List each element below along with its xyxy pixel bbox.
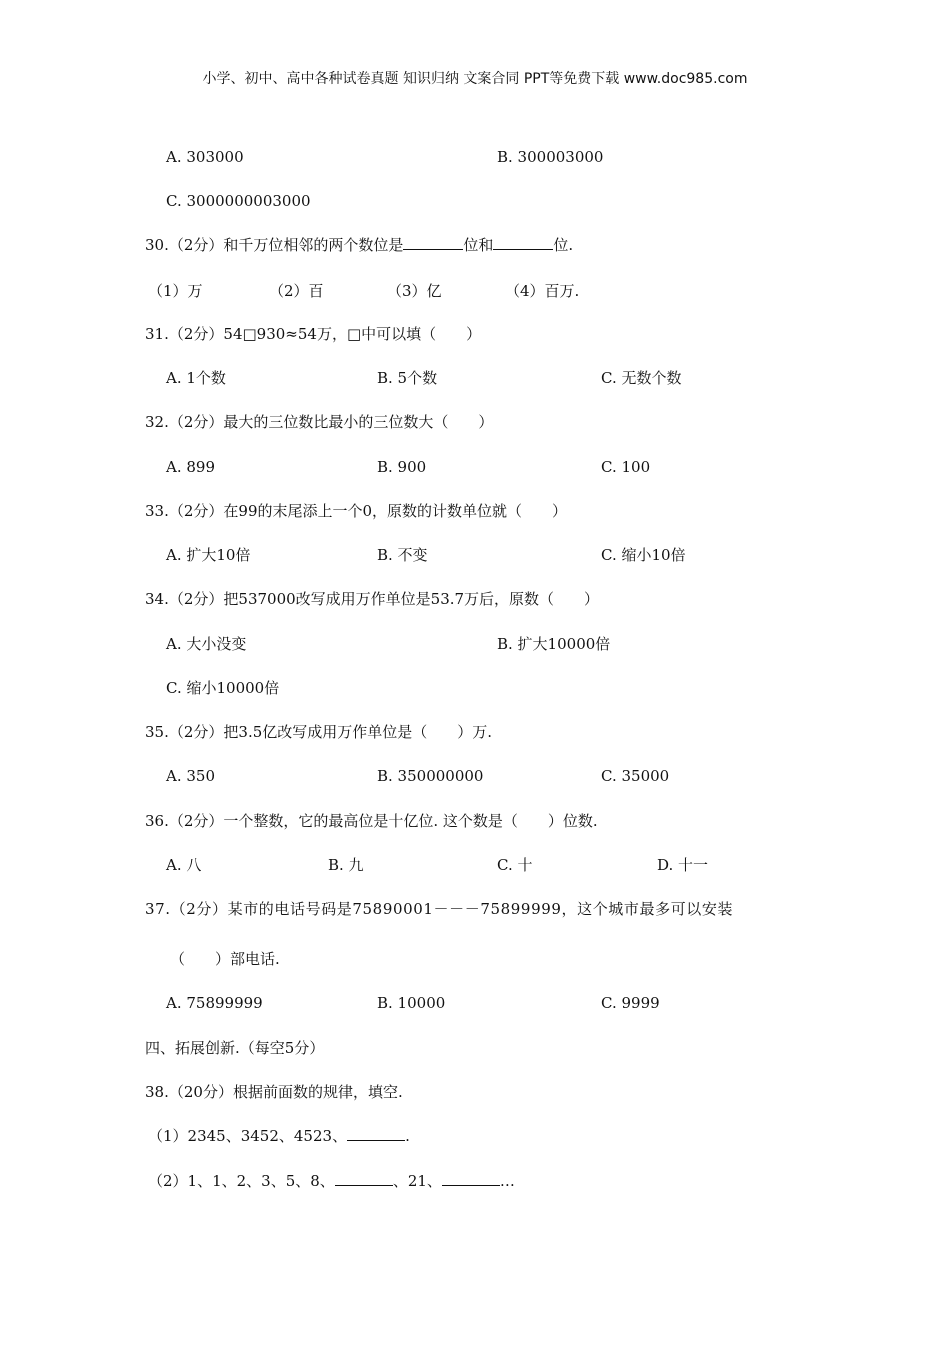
q38-part-1 [148, 1126, 410, 1146]
q32-option-c: C. 100 [601, 458, 651, 476]
q31-stem: 31.（2分）54□930≈54万，□中可以填（ ） [145, 325, 482, 343]
q31-option-b: B. 5个数 [377, 369, 438, 387]
q33-option-a: A. 扩大10倍 [166, 546, 251, 564]
q36-stem: 36.（2分）一个整数，它的最高位是十亿位. 这个数是（ ）位数. [145, 812, 598, 830]
q37-stem: 37.（2分）某市的电话号码是75890001－－－75899999，这个城市最多可以安装 [145, 900, 734, 918]
q35-option-a: A. 350 [166, 767, 215, 785]
q38-part-2-ellipsis: … [499, 1172, 515, 1190]
q32-option-b: B. 900 [377, 458, 427, 476]
q38-part-1-sequence: （1）2345、3452、4523、 [148, 1127, 348, 1145]
q38-part-1-blank[interactable] [347, 1126, 405, 1141]
q36-option-b: B. 九 [328, 856, 364, 874]
q37-option-c: C. 9999 [601, 994, 660, 1012]
q30-blank-1[interactable] [403, 235, 463, 250]
q35-stem: 35.（2分）把3.5亿改写成用万作单位是（ ）万. [145, 723, 493, 741]
q36-option-d: D. 十一 [657, 856, 709, 874]
q30-stem [145, 235, 573, 255]
q30-option-2: （2）百 [269, 282, 324, 300]
q34-stem: 34.（2分）把537000改写成用万作单位是53.7万后，原数（ ） [145, 590, 600, 608]
q33-option-b: B. 不变 [377, 546, 428, 564]
q30-option-4: （4）百万. [505, 282, 580, 300]
q29-option-c: C. 3000000003000 [166, 192, 311, 210]
q29-option-b: B. 300003000 [497, 148, 604, 166]
q35-option-b: B. 350000000 [377, 767, 484, 785]
page-header: 小学、初中、高中各种试卷真题 知识归纳 文案合同 PPT等免费下载 www.doc985.com [202, 71, 748, 87]
q30-stem-part3: 位. [553, 236, 574, 254]
q32-option-a: A. 899 [166, 458, 215, 476]
q31-option-a: A. 1个数 [166, 369, 226, 387]
q37-option-a: A. 75899999 [166, 994, 263, 1012]
q38-stem: 38.（20分）根据前面数的规律，填空. [145, 1083, 403, 1101]
q29-option-a: A. 303000 [166, 148, 244, 166]
q34-option-c: C. 缩小10000倍 [166, 679, 280, 697]
q38-part-2-blank-1[interactable] [335, 1171, 393, 1186]
q38-part-2-blank-2[interactable] [442, 1171, 500, 1186]
q30-option-1: （1）万 [148, 282, 203, 300]
q37-option-b: B. 10000 [377, 994, 446, 1012]
q34-option-a: A. 大小没变 [166, 635, 247, 653]
q38-part-2-sequence: （2）1、1、2、3、5、8、 [148, 1172, 335, 1190]
q34-option-b: B. 扩大10000倍 [497, 635, 611, 653]
q36-option-c: C. 十 [497, 856, 533, 874]
q38-part-1-end: . [405, 1127, 410, 1145]
q30-stem-part2: 位和 [463, 236, 494, 254]
q33-option-c: C. 缩小10倍 [601, 546, 686, 564]
q32-stem: 32.（2分）最大的三位数比最小的三位数大（ ） [145, 413, 494, 431]
q35-option-c: C. 35000 [601, 767, 670, 785]
q30-blank-2[interactable] [493, 235, 553, 250]
section-4-title: 四、拓展创新.（每空5分） [145, 1039, 325, 1057]
q30-stem-part1: 30.（2分）和千万位相邻的两个数位是 [145, 236, 404, 254]
q38-part-2 [148, 1171, 515, 1191]
q31-option-c: C. 无数个数 [601, 369, 682, 387]
q33-stem: 33.（2分）在99的末尾添上一个0，原数的计数单位就（ ） [145, 502, 568, 520]
q38-part-2-mid: 、21、 [392, 1172, 442, 1190]
q37-stem-continued: （ ）部电话. [170, 950, 280, 968]
q30-option-3: （3）亿 [387, 282, 442, 300]
q36-option-a: A. 八 [166, 856, 202, 874]
